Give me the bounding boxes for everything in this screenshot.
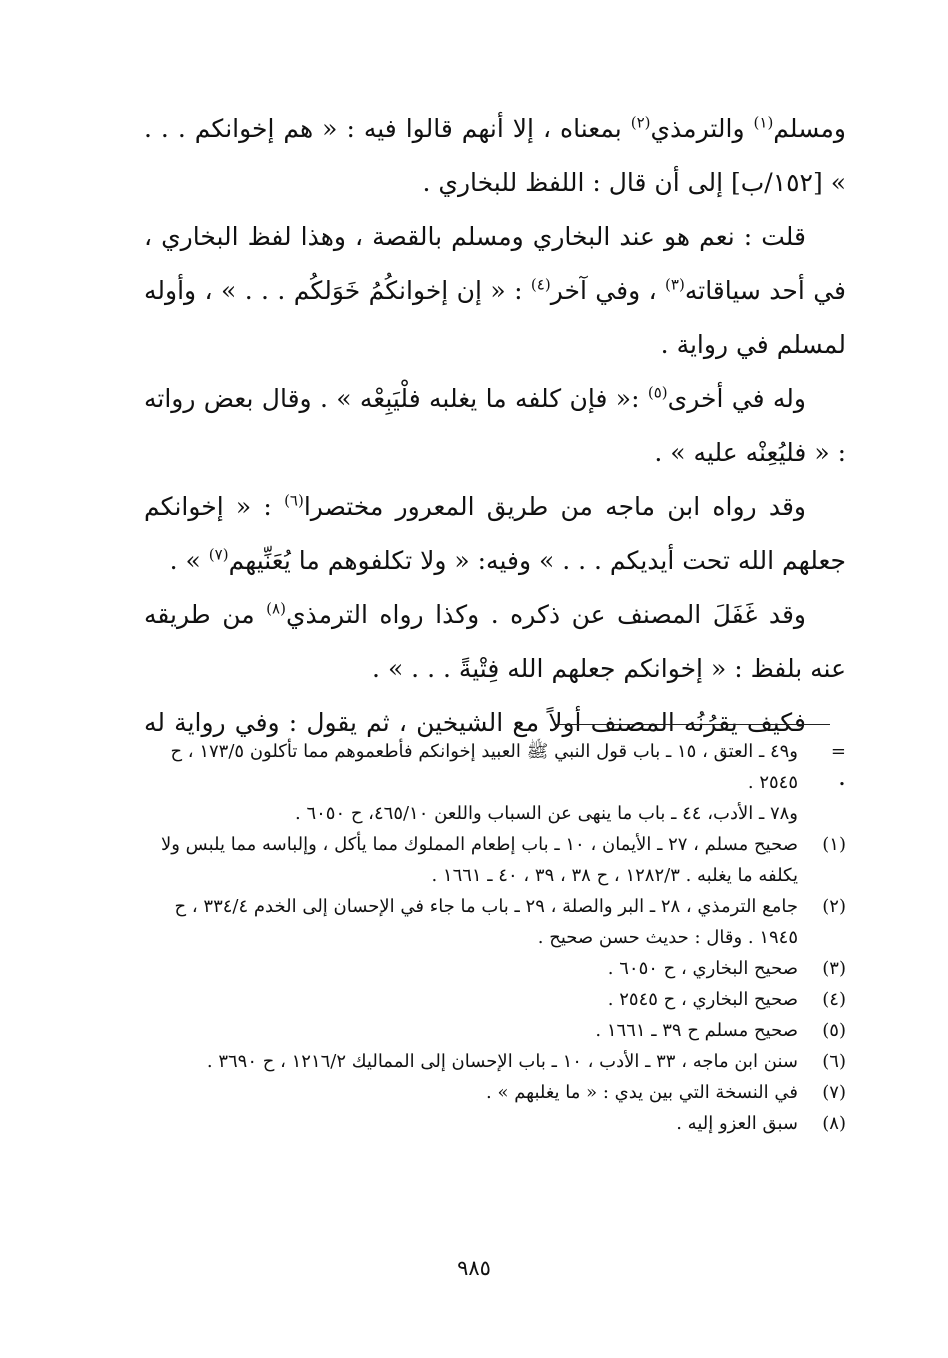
text-run: من طريقه عنه بلفظ : « إخوانكم جعلهم الله فِتْيةً . . . » .: [144, 600, 846, 683]
footnote-text: سنن ابن ماجه ، ٣٣ ـ الأدب ، ١٠ ـ باب الإحسان إلى المماليك ١٢١٦/٢ ، ح ٣٦٩٠ .: [206, 1051, 798, 1072]
footnote-ref: (١): [753, 113, 774, 132]
footnote-4: [144, 984, 846, 1015]
text-run: » .: [169, 546, 209, 575]
text-run: والترمذي: [650, 114, 754, 143]
footnote-continuation: [144, 798, 846, 829]
text-run: قلت : نعم هو عند البخاري ومسلم بالقصة ، وهذا لفظ البخاري ، في أحد سياقاته: [144, 222, 846, 305]
paragraph-2: [144, 210, 846, 372]
footnote-text: و٤٩ ـ العتق ، ١٥ ـ باب قول النبي ﷺ العبيد إخوانكم فأطعموهم مما تأكلون ١٧٣/٥ ، ح ٢٥٤٥ .: [170, 741, 798, 793]
footnote-7: [144, 1077, 846, 1108]
footnote-ref: (٧): [208, 545, 229, 564]
footnote-text: صحيح البخاري ، ح ٦٠٥٠ .: [607, 958, 798, 979]
footnote-number: =: [830, 741, 846, 762]
footnote-number: (٤): [822, 989, 846, 1010]
footnote-number: (٨): [822, 1113, 846, 1134]
footnote-text: صحيح البخاري ، ح ٢٥٤٥ .: [607, 989, 798, 1010]
text-run: ومسلم: [773, 114, 846, 143]
footnote-number: (١): [822, 834, 846, 855]
footnote-1: [144, 829, 846, 891]
footnote-text: صحيح مسلم ، ٢٧ ـ الأيمان ، ١٠ ـ باب إطعام المملوك مما يأكل ، وإلباسه مما يلبس ولا يكلفه ما يغلبه . ١٢٨٢/٣ ، ح ٣٨ ، ٣٩ ، ٤٠ ـ ١٦٦١ .: [160, 834, 798, 886]
footnote-ref: (٣): [665, 275, 685, 294]
paragraph-5: [144, 588, 846, 696]
footnote-text: و٧٨ ـ الأدب، ٤٤ ـ باب ما ينهى عن السباب واللعن ٤٦٥/١٠، ح ٦٠٥٠ .: [294, 803, 798, 824]
footnote-ref: (٢): [630, 113, 651, 132]
text-run: وله في أخرى: [667, 384, 806, 413]
paragraph-4: [144, 480, 846, 588]
footnote-text: جامع الترمذي ، ٢٨ ـ البر والصلة ، ٢٩ ـ باب ما جاء في الإحسان إلى الخدم ٣٣٤/٤ ، ح ١٩٤٥ . وقال : حديث حسن صحيح .: [174, 896, 798, 948]
footnote-number: (٦): [822, 1051, 846, 1072]
footnote-number: (٧): [822, 1082, 846, 1103]
footnote-continuation: [144, 736, 846, 798]
text-run: ، وفي آخر: [550, 276, 666, 305]
footnote-5: [144, 1015, 846, 1046]
paragraph-3: [144, 372, 846, 480]
footnote-6: [144, 1046, 846, 1077]
text-run: :« فإن كلفه ما يغلبه فلْيَبِعْه » . وقال بعض رواته : « فليُعِنْه عليه » .: [144, 384, 846, 467]
page-number: ٩٨٥: [457, 1256, 491, 1280]
text-run: : « إخوانكم جعلهم الله تحت أيديكم . . . » وفيه: « ولا تكلفوهم ما يُعَنِّيهم: [144, 492, 846, 575]
footnote-number: (٢): [822, 896, 846, 917]
text-run: وقد رواه ابن ماجه من طريق المعرور مختصرا: [303, 492, 806, 521]
footnote-ref: (٤): [530, 275, 551, 294]
text-run: : « إن إخوانكُمُ خَوَلكُم . . . » ، وأوله لمسلم في رواية .: [144, 276, 846, 359]
footnote-separator: [556, 724, 830, 725]
footnote-ref: (٥): [647, 383, 668, 402]
main-text: [144, 102, 846, 804]
text-run: وقد غَفَلَ المصنف عن ذكره . وكذا رواه الترمذي: [285, 600, 807, 629]
footnote-number: (٣): [822, 958, 846, 979]
footnote-2: [144, 891, 846, 953]
footnote-ref: (٦): [284, 491, 304, 510]
footnote-text: سبق العزو إليه .: [676, 1113, 798, 1134]
footnote-number: (٥): [822, 1020, 846, 1041]
text-run: بمعناه ، إلا أنهم قالوا فيه : « هم إخوانكم . . . » [١٥٢/ب] إلى أن قال : اللفظ للبخاري .: [144, 114, 846, 197]
footnote-text: في النسخة التي بين يدي : « ما يغلبهم » .: [486, 1082, 798, 1103]
footnotes: [144, 736, 846, 1139]
footnote-8: [144, 1108, 846, 1139]
footnote-text: صحيح مسلم ح ٣٩ ـ ١٦٦١ .: [595, 1020, 798, 1041]
footnote-3: [144, 953, 846, 984]
footnote-ref: (٨): [266, 599, 286, 618]
text-run: فكيف يقرُنُه المصنف أولاً مع الشيخين ، ثم يقول : وفي رواية له .: [144, 708, 846, 791]
paragraph-1: [144, 102, 846, 210]
